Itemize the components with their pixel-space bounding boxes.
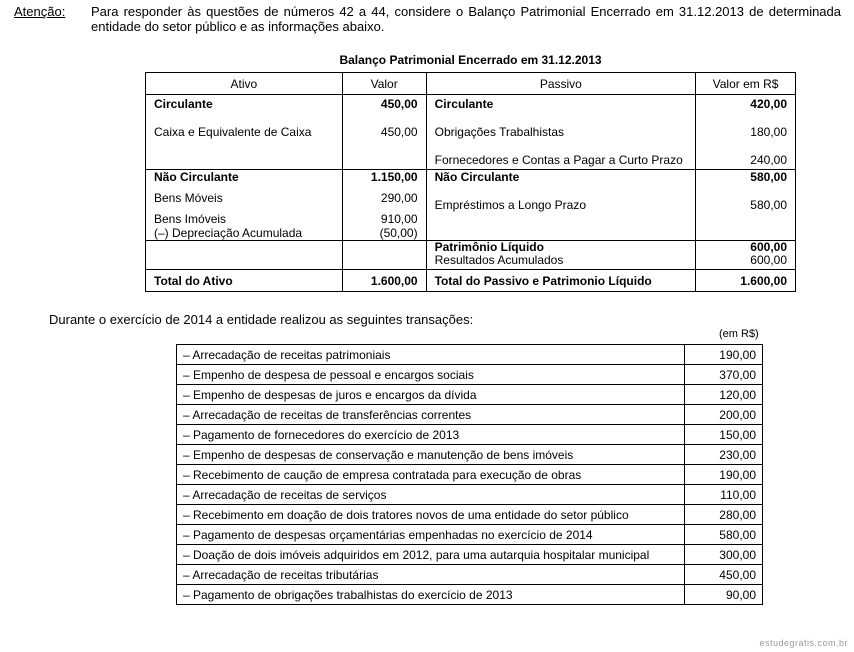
obrigacoes-value: 180,00: [750, 125, 787, 139]
transaction-description: – Empenho de despesas de juros e encargos da dívida: [177, 385, 685, 405]
header-valor: Valor: [342, 73, 426, 95]
transaction-value: 150,00: [685, 425, 763, 445]
transaction-value: 120,00: [685, 385, 763, 405]
transaction-row: [177, 365, 763, 385]
total-ativo-value: 1.600,00: [342, 270, 426, 292]
transaction-value: 200,00: [685, 405, 763, 425]
intro-text: Para responder às questões de números 42 a 44, considere o Balanço Patrimonial Encerrado em 31.12.2013 de determinada entidade do setor público e as informações abaixo.: [91, 4, 841, 34]
balance-title: Balanço Patrimonial Encerrado em 31.12.2013: [339, 53, 602, 67]
caixa-label: Caixa e Equivalente de Caixa: [154, 125, 312, 139]
passivo-circulante: Circulante: [434, 97, 494, 111]
caixa-value: 450,00: [380, 125, 418, 139]
transaction-description: – Pagamento de fornecedores do exercício de 2013: [177, 425, 685, 445]
obrigacoes-label: Obrigações Trabalhistas: [434, 125, 565, 139]
unit-label: (em R$): [719, 328, 759, 340]
emprestimos-value: 580,00: [750, 198, 787, 212]
transaction-row: [177, 525, 763, 545]
transaction-row: [177, 545, 763, 565]
depreciacao-label: (–) Depreciação Acumulada: [154, 226, 303, 240]
transaction-description: – Pagamento de despesas orçamentárias empenhadas no exercício de 2014: [177, 525, 685, 545]
nao-circulante: Não Circulante: [154, 170, 239, 184]
passivo-circulante-value: 420,00: [750, 97, 787, 111]
watermark: estudegratis.com.br: [759, 638, 848, 648]
balance-header-row: [146, 73, 796, 95]
transaction-description: – Recebimento em doação de dois tratores novos de uma entidade do setor público: [177, 505, 685, 525]
bens-imoveis-value: 910,00: [380, 212, 418, 226]
attention-label: Atenção:: [14, 4, 66, 19]
empty-valor-cell: [342, 241, 426, 270]
nao-circulante-cell: [146, 170, 343, 241]
transaction-value: 190,00: [685, 465, 763, 485]
passivo-nao-circulante-value: 580,00: [750, 170, 787, 184]
transactions-table: [176, 344, 763, 605]
transaction-description: – Arrecadação de receitas de serviços: [177, 485, 685, 505]
passivo-circulante-values: [696, 95, 796, 170]
transaction-description: – Pagamento de obrigações trabalhistas do exercício de 2013: [177, 585, 685, 605]
transaction-value: 230,00: [685, 445, 763, 465]
transaction-row: [177, 485, 763, 505]
ativo-circulante: Circulante: [154, 97, 213, 111]
ativo-circulante-cell: [146, 95, 343, 170]
bens-moveis-value: 290,00: [380, 191, 418, 205]
passivo-nao-circulante-cell: [426, 170, 695, 241]
header-passivo: Passivo: [426, 73, 695, 95]
pl-cell: [426, 241, 695, 270]
transaction-value: 580,00: [685, 525, 763, 545]
transaction-description: – Recebimento de caução de empresa contratada para execução de obras: [177, 465, 685, 485]
nao-circulante-value: 1.150,00: [370, 170, 418, 184]
transaction-value: 450,00: [685, 565, 763, 585]
empty-ativo-cell: [146, 241, 343, 270]
transaction-value: 370,00: [685, 365, 763, 385]
balance-row-nao-circulante: [146, 170, 796, 241]
balance-row-total: [146, 270, 796, 292]
transaction-row: [177, 565, 763, 585]
bens-moveis-label: Bens Móveis: [154, 191, 223, 205]
transaction-row: [177, 585, 763, 605]
transaction-value: 190,00: [685, 345, 763, 365]
passivo-circulante-cell: [426, 95, 695, 170]
pl-value: 600,00: [750, 240, 787, 254]
header-ativo: Ativo: [146, 73, 343, 95]
depreciacao-value: (50,00): [379, 226, 418, 240]
passivo-nao-circulante-values: [696, 170, 796, 241]
transaction-description: – Arrecadação de receitas de transferências correntes: [177, 405, 685, 425]
bens-imoveis-label: Bens Imóveis: [154, 212, 227, 226]
header-valor-rs: Valor em R$: [696, 73, 796, 95]
transaction-value: 110,00: [685, 485, 763, 505]
transaction-row: [177, 465, 763, 485]
emprestimos-label: Empréstimos a Longo Prazo: [434, 198, 587, 212]
transaction-row: [177, 505, 763, 525]
transaction-row: [177, 425, 763, 445]
transaction-value: 90,00: [685, 585, 763, 605]
fornecedores-value: 240,00: [750, 153, 787, 167]
balance-row-pl: [146, 241, 796, 270]
transaction-row: [177, 385, 763, 405]
nao-circulante-values: [342, 170, 426, 241]
total-passivo-value: 1.600,00: [696, 270, 796, 292]
fornecedores-label: Fornecedores e Contas a Pagar a Curto Prazo: [434, 153, 683, 167]
transaction-description: – Doação de dois imóveis adquiridos em 2012, para uma autarquia hospitalar municipal: [177, 545, 685, 565]
transaction-row: [177, 445, 763, 465]
total-ativo-label: Total do Ativo: [146, 270, 343, 292]
ativo-circulante-values: [342, 95, 426, 170]
total-passivo-label: Total do Passivo e Patrimonio Líquido: [426, 270, 695, 292]
transaction-description: – Arrecadação de receitas tributárias: [177, 565, 685, 585]
pl-label: Patrimônio Líquido: [434, 240, 544, 254]
resultados-label: Resultados Acumulados: [434, 253, 564, 267]
balance-table: [145, 72, 796, 292]
balance-row-circulante: [146, 95, 796, 170]
ativo-circulante-value: 450,00: [380, 97, 418, 111]
transaction-row: [177, 405, 763, 425]
transaction-description: – Empenho de despesas de conservação e manutenção de bens imóveis: [177, 445, 685, 465]
passivo-nao-circulante: Não Circulante: [434, 170, 520, 184]
transaction-value: 300,00: [685, 545, 763, 565]
transaction-row: [177, 345, 763, 365]
transaction-description: – Empenho de despesa de pessoal e encargos sociais: [177, 365, 685, 385]
transaction-value: 280,00: [685, 505, 763, 525]
transaction-description: – Arrecadação de receitas patrimoniais: [177, 345, 685, 365]
resultados-value: 600,00: [750, 253, 787, 267]
pl-values: [696, 241, 796, 270]
transactions-intro: Durante o exercício de 2014 a entidade realizou as seguintes transações:: [49, 312, 474, 327]
